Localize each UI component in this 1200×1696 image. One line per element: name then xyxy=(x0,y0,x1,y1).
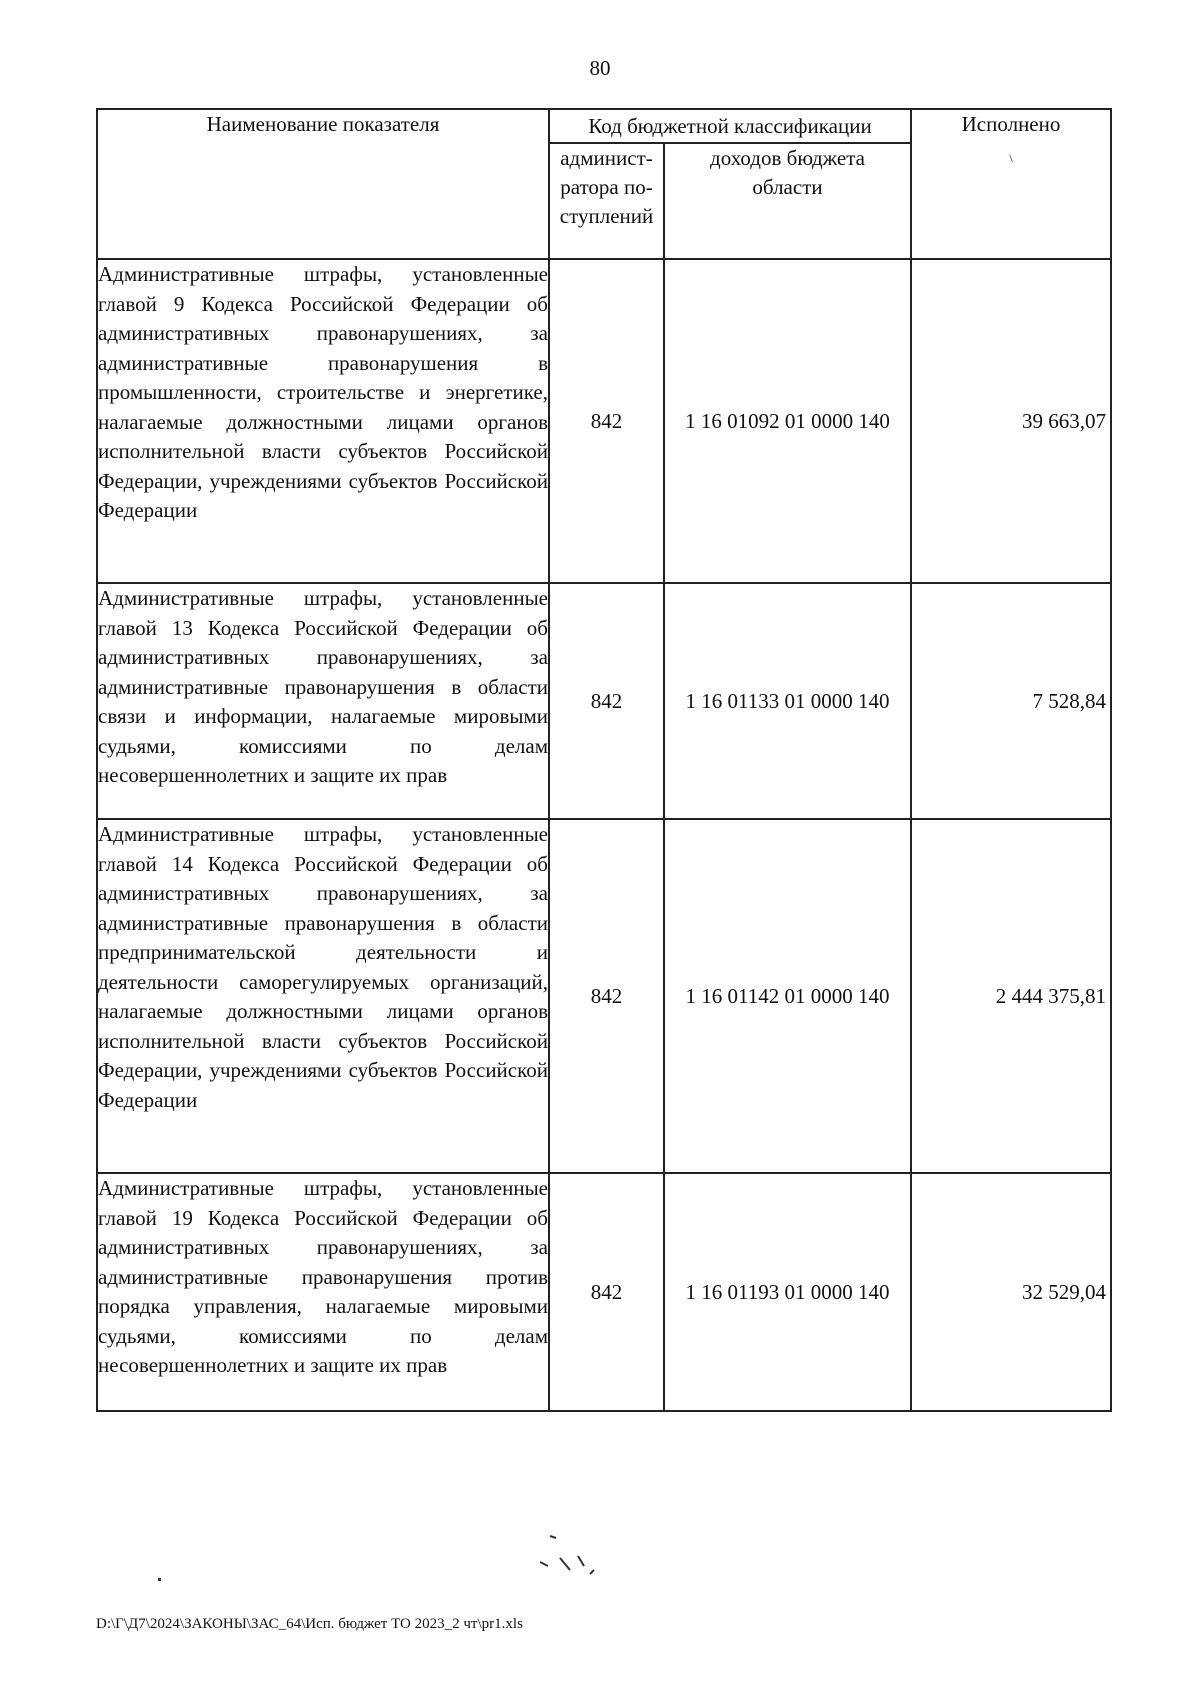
row-amount: 2 444 375,81 xyxy=(911,819,1111,1173)
header-row-1 xyxy=(97,109,1111,143)
row-amount: 32 529,04 xyxy=(911,1173,1111,1411)
page-number: 80 xyxy=(589,56,611,80)
row-admin-code: 842 xyxy=(549,259,664,583)
row-amount: 7 528,84 xyxy=(911,583,1111,819)
table-row xyxy=(97,819,1111,1173)
scan-marks xyxy=(520,1530,640,1580)
header-admin: админист- ратора по- ступлений xyxy=(549,143,664,259)
budget-table xyxy=(96,108,1112,1412)
row-name: Административные штрафы, установленные главой 19 Кодекса Российской Федерации об административных правонарушениях, за административные правонарушения против порядка управления, налагаемые мировыми судьями, комиссиями по делам несовершеннолетних и защите их прав xyxy=(97,1173,549,1411)
footer-file-path: D:\Г\Д7\2024\ЗАКОНЫ\ЗАС_64\Исп. бюджет ТО 2023_2 чт\pr1.xls xyxy=(96,1616,523,1632)
header-name: Наименование показателя xyxy=(97,109,549,259)
row-amount: 39 663,07 xyxy=(911,259,1111,583)
table-row xyxy=(97,259,1111,583)
row-name: Административные штрафы, установленные главой 14 Кодекса Российской Федерации об административных правонарушениях, за административные правонарушения в области предпринимательской деятельности и деятельности саморегулируемых организаций, налагаемые должностными лицами органов исполнительной власти субъектов Российской Федерации, учреждениями субъектов Российской Федерации xyxy=(97,819,549,1173)
row-name: Административные штрафы, установленные главой 13 Кодекса Российской Федерации об административных правонарушениях, за административные правонарушения в области связи и информации, налагаемые мировыми судьями, комиссиями по делам несовершеннолетних и защите их прав xyxy=(97,583,549,819)
table-row xyxy=(97,1173,1111,1411)
row-admin-code: 842 xyxy=(549,819,664,1173)
header-executed xyxy=(911,109,1111,259)
row-admin-code: 842 xyxy=(549,1173,664,1411)
header-income: доходов бюджета области xyxy=(664,143,911,259)
row-name: Административные штрафы, установленные главой 9 Кодекса Российской Федерации об административных правонарушениях, за административные правонарушения в промышленности, строительстве и энергетике, налагаемые должностными лицами органов исполнительной власти субъектов Российской Федерации, учреждениями субъектов Российской Федерации xyxy=(97,259,549,583)
header-executed-mark: \ xyxy=(1009,151,1013,165)
scan-dot xyxy=(158,1578,161,1581)
row-income-code: 1 16 01142 01 0000 140 xyxy=(664,819,911,1173)
row-income-code: 1 16 01092 01 0000 140 xyxy=(664,259,911,583)
row-admin-code: 842 xyxy=(549,583,664,819)
row-income-code: 1 16 01193 01 0000 140 xyxy=(664,1173,911,1411)
row-income-code: 1 16 01133 01 0000 140 xyxy=(664,583,911,819)
table-row xyxy=(97,583,1111,819)
header-code-group: Код бюджетной классификации xyxy=(549,109,911,143)
header-executed-label: Исполнено xyxy=(961,112,1061,136)
